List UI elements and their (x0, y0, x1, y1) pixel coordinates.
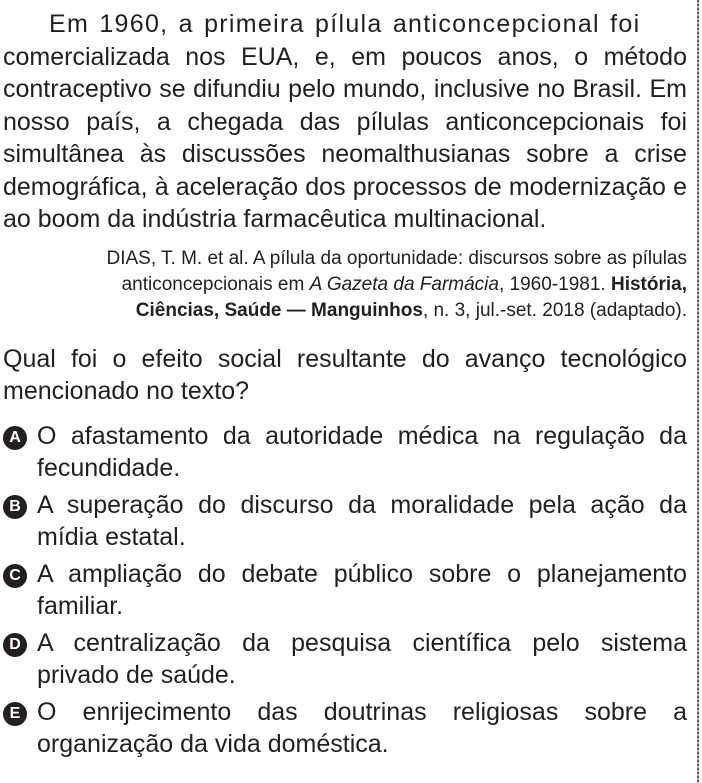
option-letter-badge: E (3, 702, 27, 726)
option-e[interactable] (3, 696, 687, 761)
source-text-line: demográfica, à aceleração dos processos de modernização (3, 172, 666, 201)
source-text-line: Em nosso país, a chegada das pílulas anticoncepcionais foi (3, 75, 687, 136)
citation (3, 246, 687, 324)
option-a[interactable] (3, 420, 687, 485)
option-text: familiar. (37, 592, 124, 620)
citation-authors-title: DIAS, T. M. et al. A pílula da oportunidade: discursos sobre as pílulas (106, 247, 687, 269)
question-content (3, 8, 687, 765)
source-text-line: contraceptivo se difundiu pelo mundo, inclusive no Brasil. (3, 75, 642, 103)
citation-publication-cont: Ciências, Saúde — Manguinhos (135, 299, 423, 321)
option-letter-badge: D (3, 633, 27, 657)
question-line: Qual foi o efeito social resultante do avanço tecnológico (3, 344, 687, 373)
option-text: A superação do discurso da moralidade pela ação da (37, 490, 687, 519)
citation-journal: A Gazeta da Farmácia (309, 273, 499, 295)
question-stem (3, 343, 687, 408)
question-line: mencionado no texto? (3, 377, 250, 405)
citation-issue: , n. 3, jul.-set. 2018 (adaptado). (422, 299, 687, 321)
option-text: organização da vida doméstica. (37, 730, 389, 758)
option-text: A centralização da pesquisa científica pelo sistema (37, 628, 687, 657)
option-text: O enrijecimento das doutrinas religiosas sobre a (37, 697, 687, 726)
option-text: fecundidade. (37, 454, 181, 482)
source-text-line: simultânea às discussões neomalthusianas sobre a crise (3, 140, 687, 168)
option-letter-badge: A (3, 426, 27, 450)
option-text: privado de saúde. (37, 661, 236, 689)
option-text: O afastamento da autoridade médica na regulação da (37, 421, 687, 450)
source-text-line: Em 1960, a primeira pílula anticoncepcional foi (49, 10, 641, 38)
citation-text: anticoncepcionais em (121, 273, 310, 295)
source-text-line: e ao boom da indústria farmacêutica multinacional. (3, 172, 687, 233)
source-text-line: comercializada nos EUA, e, em poucos anos, o método (3, 42, 687, 71)
option-text: mídia estatal. (37, 523, 186, 551)
citation-years: , 1960-1981. (498, 273, 611, 295)
option-letter-badge: C (3, 564, 27, 588)
option-c[interactable] (3, 558, 687, 623)
answer-options (3, 420, 687, 761)
option-text: A ampliação do debate público sobre o planejamento (37, 559, 687, 588)
option-b[interactable] (3, 489, 687, 554)
source-text (3, 8, 687, 236)
page-edge-rule (697, 0, 699, 783)
citation-publication: História, (610, 273, 687, 295)
option-d[interactable] (3, 627, 687, 692)
option-letter-badge: B (3, 495, 27, 519)
